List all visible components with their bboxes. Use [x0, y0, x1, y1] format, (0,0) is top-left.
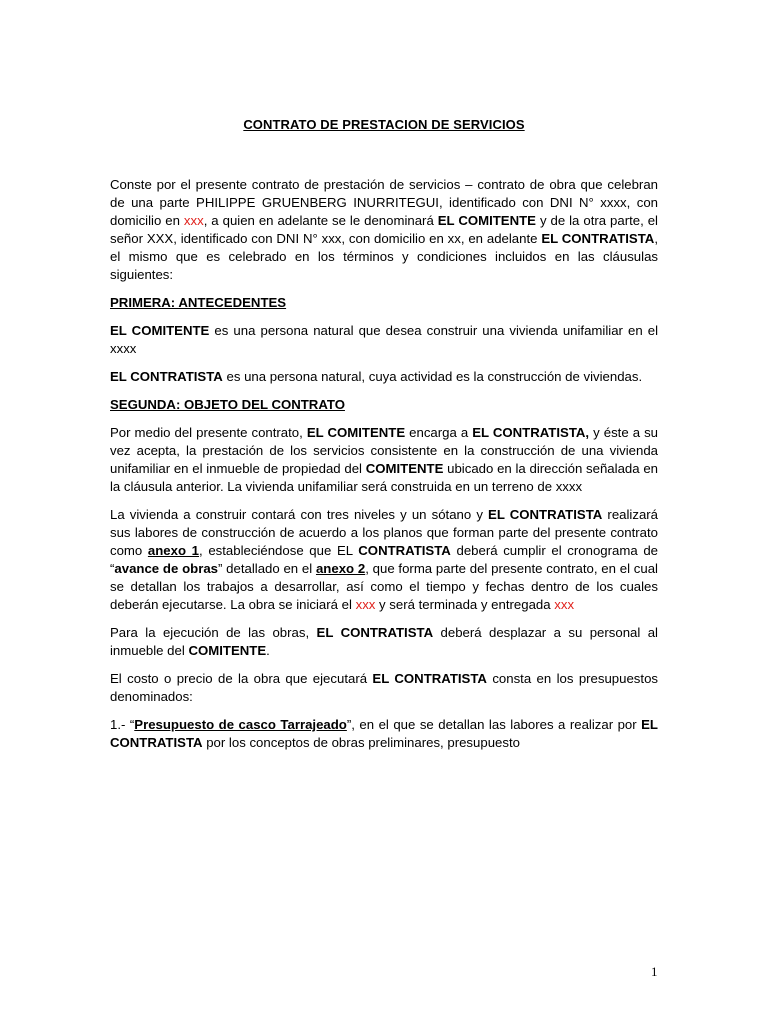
party-name: EL CONTRATISTA [316, 625, 434, 640]
placeholder-text: xxx [554, 597, 575, 612]
text-run: por los conceptos de obras preliminares, presupuesto [202, 735, 520, 750]
text-run: , a quien en adelante se le denominará [203, 213, 438, 228]
party-name: EL CONTRATISTA [541, 231, 655, 246]
party-name: EL CONTRATISTA [110, 717, 658, 750]
text-run: ubicado en la dirección señalada en la cláusula anterior. La vivienda unifamiliar será construida en un terreno de xxxx [110, 461, 658, 494]
contratista-paragraph [110, 368, 658, 386]
text-run: ”, en el que se detallan las labores a realizar por [346, 717, 642, 732]
text-run: , el mismo que es celebrado en los términos y condiciones incluidos en las cláusulas siguientes: [110, 231, 658, 282]
ejecucion-paragraph [110, 624, 658, 660]
page-number: 1 [651, 964, 658, 979]
text-run: Para la ejecución de las obras, [110, 625, 317, 640]
text-run: deberá cumplir el cronograma de “ [110, 543, 658, 576]
text-run: realizará sus labores de construcción de acuerdo a los planos que forman parte del presente contrato como [110, 507, 658, 558]
vivienda-paragraph [110, 506, 658, 614]
party-name: EL COMITENTE [437, 213, 536, 228]
text-run: consta en los presupuestos denominados: [110, 671, 658, 704]
item-1-paragraph [110, 716, 658, 752]
budget-name: Presupuesto de casco Tarrajeado [134, 717, 347, 732]
annex-reference: anexo 1 [147, 543, 200, 558]
intro-paragraph [110, 176, 658, 284]
document-title: CONTRATO DE PRESTACION DE SERVICIOS [243, 117, 525, 132]
costo-paragraph [110, 670, 658, 706]
text-run: , estableciéndose que EL [199, 543, 359, 558]
placeholder-text: xxx [183, 213, 204, 228]
objeto-paragraph [110, 424, 658, 496]
party-name: CONTRATISTA [358, 543, 451, 558]
text-run: y de la otra parte, el señor XXX, identificado con DNI N° xxx, con domicilio en xx, en adelante [110, 213, 658, 246]
annex-reference: anexo 2 [315, 561, 366, 576]
text-run: 1.- “ [110, 717, 135, 732]
comitente-paragraph [110, 322, 658, 358]
text-run: La vivienda a construir contará con tres niveles y un sótano y [110, 507, 489, 522]
section-heading-primera: PRIMERA: ANTECEDENTES [110, 295, 287, 310]
text-run: , que forma parte del presente contrato, en el cual se detallan los trabajos a desarrollar, así como el tiempo y fechas dentro de los cuales deberán ejecutarse. La obra se iniciará el [110, 561, 658, 612]
emphasis-text: avance de obras [114, 561, 218, 576]
party-name: COMITENTE [365, 461, 444, 476]
text-run: y éste a su vez acepta, la prestación de los servicios consistente en la construcción de una vivienda unifamiliar en el inmueble de propiedad del [110, 425, 659, 476]
text-run: . [266, 643, 270, 658]
party-name: COMITENTE [188, 643, 267, 658]
party-name: EL CONTRATISTA [372, 671, 487, 686]
party-name: EL COMITENTE [110, 323, 210, 338]
party-name: EL CONTRATISTA [488, 507, 603, 522]
document-body [110, 176, 658, 762]
section-heading-segunda: SEGUNDA: OBJETO DEL CONTRATO [110, 397, 345, 412]
text-run: Por medio del presente contrato, [110, 425, 307, 440]
text-run: El costo o precio de la obra que ejecutará [110, 671, 373, 686]
placeholder-text: xxx [355, 597, 376, 612]
text-run: encarga a [405, 425, 473, 440]
text-run: es una persona natural que desea construir una vivienda unifamiliar en el xxxx [110, 323, 658, 356]
text-run: ” detallado en el [218, 561, 316, 576]
text-run: Conste por el presente contrato de prestación de servicios – contrato de obra que celebran de una parte PHILIPPE GRUENBERG INURRITEGUI, identificado con DNI N° xxxx, con domicilio en [110, 177, 658, 228]
text-run: y será terminada y entregada [375, 597, 555, 612]
party-name: EL COMITENTE [306, 425, 406, 440]
text-run: es una persona natural, cuya actividad es la construcción de viviendas. [222, 369, 643, 384]
text-run: deberá desplazar a su personal al inmueble del [110, 625, 658, 658]
party-name: EL CONTRATISTA, [472, 425, 590, 440]
party-name: EL CONTRATISTA [110, 369, 223, 384]
